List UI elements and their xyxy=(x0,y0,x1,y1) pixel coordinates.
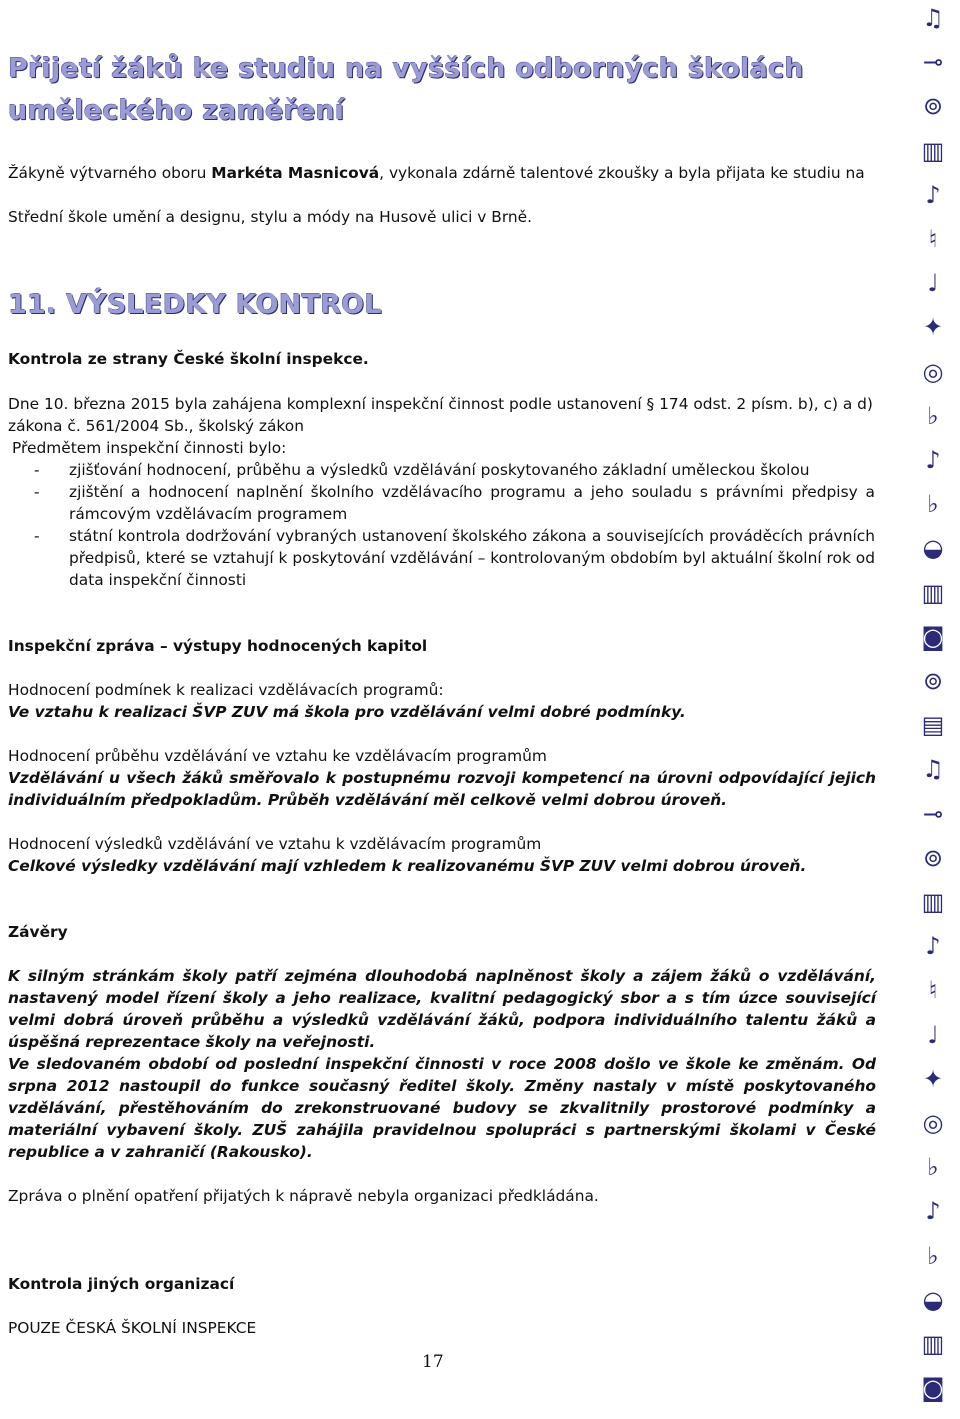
list-dash: - xyxy=(34,461,40,479)
page-number: 17 xyxy=(422,1352,444,1372)
tuba-icon: ♩ xyxy=(927,1020,939,1049)
admission-prefix: Žákyně výtvarného oboru xyxy=(8,164,212,182)
section-heading: Přijetí žáků ke studiu na vyšších odborných školách uměleckého zaměření xyxy=(8,53,804,126)
electric-guitar-icon: ✦ xyxy=(922,313,944,342)
electric-guitar-icon: ✦ xyxy=(922,1064,944,1093)
xylophone-icon: ▥ xyxy=(921,136,945,165)
chapter-heading: 11. VÝSLEDKY KONTROL xyxy=(8,289,382,320)
paragraph-sign: § xyxy=(646,395,655,413)
drum-icon: ◙ xyxy=(921,622,945,651)
drum-icon: ◙ xyxy=(921,1374,945,1403)
list-dash: - xyxy=(34,483,40,501)
drum-kit-icon: ⊚ xyxy=(922,92,944,121)
inspection-item-2: zjištění a hodnocení naplnění školního vzdělávacího programu a jeho souladu s právními předpisy a rámcovým vzdělávacím programem xyxy=(69,483,875,523)
tambourine-icon: ◎ xyxy=(922,1109,944,1137)
conclusions-changes: Ve sledovaném období od poslední inspekční činnosti v roce 2008 došlo ve škole ke změnám. Od srpna 2012 nastoupil do funkce současný ředitel školy. Změny nastaly v místě poskytovaného vzdělávání, přestěhováním do zrekonstruované budovy se zkvalitnily prostorové podmínky a materiální vybavení školy. ZUŠ zahájila pravidelnou spolupráci s partnerskými školami v České republice a v zahraničí (Rakousko). xyxy=(8,1055,876,1161)
grand-piano-icon: ♫ xyxy=(922,4,944,32)
inspection-item-3: státní kontrola dodržování vybraných ustanovení školského zákona a souvisejících prováděcích právních předpisů, které se vztahují k poskytování vzdělávání – kontrolovaným obdobím byl aktuální školní rok od data inspekční činnosti xyxy=(69,527,875,589)
harp-icon: ♭ xyxy=(927,1241,939,1270)
inspection-subject-label: Předmětem inspekční činnosti bylo: xyxy=(12,439,287,457)
conclusions-title: Závěry xyxy=(8,923,68,941)
xylophone-icon: ▥ xyxy=(921,578,945,607)
music-stand-icon: ♮ xyxy=(928,225,938,253)
trumpet-icon: ⊸ xyxy=(922,799,944,828)
guitar-icon: ♪ xyxy=(925,1197,941,1226)
drum-kit-icon: ⊚ xyxy=(922,667,944,695)
conditions-label: Hodnocení podmínek k realizaci vzdělávacích programů: xyxy=(8,681,444,699)
inspection-item-1: zjišťování hodnocení, průběhu a výsledků vzdělávání poskytovaného základní uměleckou školou xyxy=(69,461,810,479)
sousaphone-icon: ◒ xyxy=(922,534,944,563)
conclusions-note: Zpráva o plnění opatření přijatých k nápravě nebyla organizaci předkládána. xyxy=(8,1187,599,1205)
grand-piano-icon: ♫ xyxy=(922,755,944,784)
course-label: Hodnocení průběhu vzdělávání ve vztahu ke vzdělávacím programům xyxy=(8,747,547,765)
guitar-icon: ♪ xyxy=(925,180,941,209)
conclusions-strengths: K silným stránkám školy patří zejména dlouhodobá naplněnost školy a zájem žáků o vzdělávání, nastavený model řízení školy a jeho realizace, kvalitní pedagogický sbor a s tím úzce související velmi dobrá úroveň průběhu a výsledků vzdělávání žáků, podpora individuálního talentu žáků a úspěšná reprezentace školy na veřejnosti. xyxy=(8,967,876,1051)
xylophone-icon: ▥ xyxy=(921,1330,945,1358)
admission-paragraph xyxy=(8,151,876,239)
sousaphone-icon: ◒ xyxy=(922,1285,944,1314)
music-instruments-border xyxy=(906,0,960,1419)
report-title: Inspekční zpráva – výstupy hodnocených kapitol xyxy=(8,637,428,655)
course-text: Vzdělávání u všech žáků směřovalo k postupnému rozvoji kompetencí na úrovni odpovídající jejich individuálním předpokladům. Průběh vzdělávání měl celkově velmi dobrou úroveň. xyxy=(8,769,876,809)
conditions-text: Ve vztahu k realizaci ŠVP ZUV má škola pro vzdělávání velmi dobré podmínky. xyxy=(8,703,686,721)
law-reference: 174 odst. 2 písm. b), c) a d) zákona č. 561/2004 Sb. xyxy=(8,395,873,435)
inspection-subtitle: Kontrola ze strany České školní inspekce. xyxy=(8,350,369,368)
law-name: , školský zákon xyxy=(188,417,304,435)
keyboard-icon: ▤ xyxy=(921,711,945,740)
inspection-intro xyxy=(8,393,876,437)
student-name: Markéta Masnicová xyxy=(211,164,380,182)
guitar-icon: ♪ xyxy=(925,446,941,474)
intro-text: Dne 10. března 2015 byla zahájena komplexní inspekční činnost podle ustanovení xyxy=(8,395,647,413)
guitar-icon: ♪ xyxy=(925,932,941,961)
results-label: Hodnocení výsledků vzdělávání ve vztahu k vzdělávacím programům xyxy=(8,835,542,853)
results-text: Celkové výsledky vzdělávání mají vzhledem k realizovanému ŠVP ZUV velmi dobrou úroveň. xyxy=(8,857,807,875)
trumpet-icon: ⊸ xyxy=(922,48,944,77)
drum-kit-icon: ⊚ xyxy=(922,843,944,872)
harp-icon: ♭ xyxy=(927,490,939,519)
xylophone-icon: ▥ xyxy=(921,888,945,916)
other-inspections-title: Kontrola jiných organizací xyxy=(8,1275,235,1293)
admission-suffix: , vykonala zdárně talentové zkoušky a byla přijata ke studiu na Střední škole umění a designu, stylu a módy na Husově ulici v Brně. xyxy=(8,164,865,226)
tambourine-icon: ◎ xyxy=(922,357,944,386)
music-stand-icon: ♮ xyxy=(928,976,938,1005)
tuba-icon: ♩ xyxy=(927,269,939,298)
other-inspections-text: POUZE ČESKÁ ŠKOLNÍ INSPEKCE xyxy=(8,1319,257,1337)
harp-icon: ♭ xyxy=(927,1153,939,1182)
list-dash: - xyxy=(34,527,40,545)
harp-icon: ♭ xyxy=(927,401,939,430)
